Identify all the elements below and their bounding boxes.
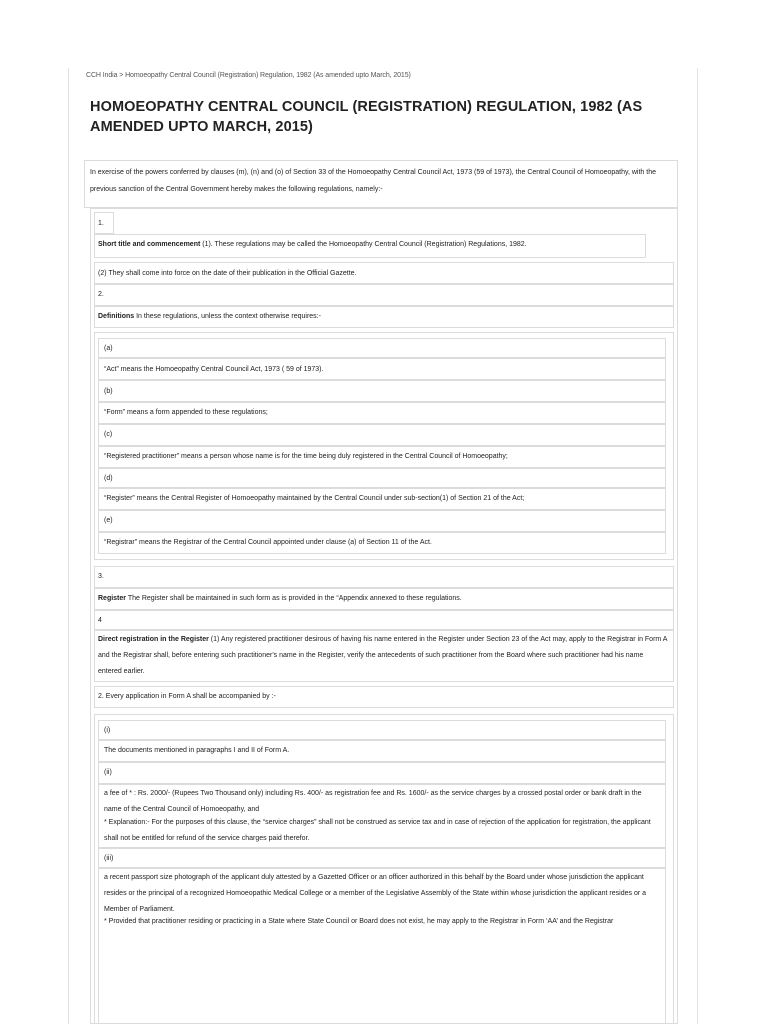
section-1-body: (1). These regulations may be called the Homoeopathy Central Council (Registration) Regulations, 1982. — [200, 241, 527, 248]
definition-b-text: “Form” means a form appended to these regulations; — [104, 409, 268, 416]
section-4-number-box — [94, 610, 674, 630]
section-2-body: In these regulations, unless the context otherwise requires:- — [134, 313, 321, 320]
section-4-heading: Direct registration in the Register — [98, 636, 209, 643]
item-iii-note: * Provided that practitioner residing or practicing in a State where State Council or Board does not exist, he may apply to the Registrar in Form ‘AA’ and the Registrar — [104, 918, 614, 925]
definition-c-text: “Registered practitioner” means a person whose name is for the time being duly registered in the Central Council of Homoeopathy; — [104, 453, 508, 460]
definition-d-text: “Register” means the Central Register of Homoeopathy maintained by the Central Council under sub-section(1) of Section 21 of the Act; — [104, 495, 525, 502]
definition-e-label: (e) — [104, 517, 113, 524]
item-ii-text: a fee of * : Rs. 2000/- (Rupees Two Thousand only) including Rs. 400/- as registration fee and Rs. 1600/- as the service charges by a crossed postal order or bank draft in the name of the Central Council of Homoeopathy, and — [104, 790, 642, 813]
section-4-sub2: 2. Every application in Form A shall be accompanied by :- — [98, 693, 276, 700]
definition-d-label-box — [98, 468, 666, 488]
definition-b-label-box — [98, 380, 666, 402]
definition-b-label: (b) — [104, 388, 113, 395]
definition-a-label-box — [98, 338, 666, 358]
item-iii-label: (iii) — [104, 855, 114, 862]
page-title: HOMOEOPATHY CENTRAL COUNCIL (REGISTRATION) REGULATION, 1982 (AS AMENDED UPTO MARCH, 2015) — [90, 99, 643, 135]
definition-a-text: “Act” means the Homoeopathy Central Council Act, 1973 ( 59 of 1973). — [104, 366, 324, 373]
definition-d-label: (d) — [104, 475, 113, 482]
item-ii-label-box — [98, 762, 666, 784]
section-4-body: (1) Any registered practitioner desirous of having his name entered in the Register under Section 23 of the Act may, apply to the Registrar in Form A and the Registrar shall, before entering such practitioner's name in the Register, verify the antecedents of such practitioner from the Board where such practitioner had his name entered earlier. — [98, 636, 668, 675]
section-2-text — [98, 309, 321, 324]
section-3-text — [98, 591, 462, 606]
definition-c-label: (c) — [104, 431, 113, 438]
item-iii-label-box — [98, 848, 666, 868]
section-4-text — [98, 632, 668, 680]
section-4-number: 4 — [98, 617, 102, 624]
section-1-text — [98, 237, 527, 252]
section-2-heading: Definitions — [98, 313, 135, 320]
definition-e-text: “Registrar” means the Registrar of the Central Council appointed under clause (a) of Section 11 of the Act. — [104, 539, 432, 546]
preamble-text: In exercise of the powers conferred by clauses (m), (n) and (o) of Section 33 of the Homoeopathy Central Council Act, 1973 (59 of 1973), the Central Council of Homoeopathy, with the previous sanction of the Central Government hereby makes the following regulations, namely:- — [90, 169, 657, 193]
item-i-label: (i) — [104, 727, 111, 734]
definition-e-label-box — [98, 510, 666, 532]
section-1-heading: Short title and commencement — [98, 241, 201, 248]
section-3-number: 3. — [98, 573, 104, 580]
breadcrumb[interactable]: CCH India > Homoeopathy Central Council (Registration) Regulation, 1982 (As amended upto March, 2015) — [86, 72, 411, 79]
section-2-number-box — [94, 284, 674, 306]
section-1-number-box — [94, 212, 114, 234]
section-3-heading: Register — [98, 595, 127, 602]
section-3-body: The Register shall be maintained in such form as is provided in the “Appendix annexed to these regulations. — [126, 595, 462, 602]
definition-a-label: (a) — [104, 345, 113, 352]
section-1-sub2: (2) They shall come into force on the date of their publication in the Official Gazette. — [98, 270, 357, 277]
item-i-label-box — [98, 720, 666, 740]
section-3-number-box — [94, 566, 674, 588]
item-ii-label: (ii) — [104, 769, 112, 776]
section-1-number: 1. — [98, 220, 104, 227]
item-iii-text: a recent passport size photograph of the applicant duly attested by a Gazetted Officer or an officer authorized in this behalf by the Board under whose jurisdiction the applicant resides or the principal of a recognized Homoeopathic Medical College or a member of the Legislative Assembly of the State within whose jurisdiction the applicant resides or a Member of Parliament. — [104, 874, 647, 913]
section-2-number: 2. — [98, 291, 104, 298]
definition-c-label-box — [98, 424, 666, 446]
item-i-text: The documents mentioned in paragraphs I and II of Form A. — [104, 747, 290, 754]
item-ii-note: * Explanation:- For the purposes of this clause, the “service charges” shall not be construed as service tax and in case of rejection of the application for registration, the applicant shall not be entitled for refund of the service charges paid therefor. — [104, 819, 651, 842]
